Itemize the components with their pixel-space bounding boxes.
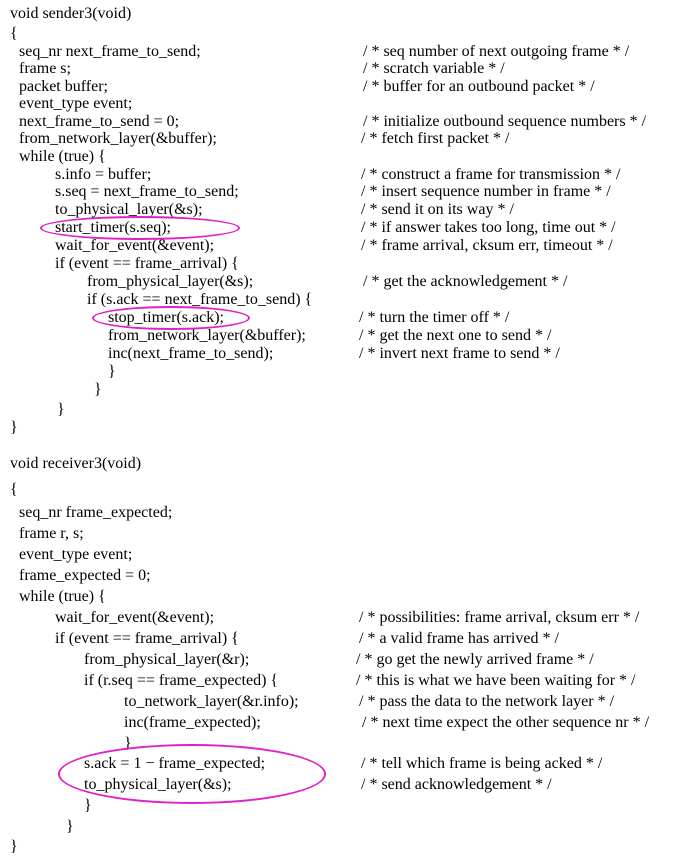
code-comment: / * a valid frame has arrived * / [359, 630, 559, 647]
code-comment: / * if answer takes too long, time out * / [361, 219, 616, 236]
code-line: while (true) { [19, 148, 106, 165]
code-line: if (event == frame_arrival) { [55, 630, 239, 647]
code-line: from_network_layer(&buffer); [108, 327, 306, 344]
code-comment: / * initialize outbound sequence numbers * / [363, 113, 647, 130]
code-line: s.info = buffer; [55, 166, 152, 183]
code-line: inc(frame_expected); [124, 714, 261, 731]
code-comment: / * get the next one to send * / [359, 327, 552, 344]
code-line: { [10, 481, 18, 498]
code-line: event_type event; [19, 546, 133, 563]
code-line: from_network_layer(&buffer); [19, 130, 217, 147]
code-line: inc(next_frame_to_send); [108, 345, 274, 362]
code-line: event_type event; [19, 95, 133, 112]
code-line: to_network_layer(&r.info); [124, 693, 299, 710]
code-line: s.seq = next_frame_to_send; [55, 183, 239, 200]
code-line: frame_expected = 0; [19, 567, 151, 584]
code-line: packet buffer; [19, 78, 108, 95]
code-comment: / * get the acknowledgement * / [363, 273, 568, 290]
code-comment: / * buffer for an outbound packet * / [363, 78, 595, 95]
code-line: } [66, 818, 74, 835]
code-line: } [84, 797, 92, 814]
code-line: } [124, 735, 132, 752]
code-comment: / * fetch first packet * / [361, 130, 510, 147]
code-line: } [10, 419, 18, 436]
code-line: start_timer(s.seq); [55, 219, 171, 236]
code-comment: / * frame arrival, cksum err, timeout * / [361, 237, 613, 254]
code-line: void sender3(void) [10, 5, 132, 22]
code-line: if (s.ack == next_frame_to_send) { [87, 291, 313, 308]
code-comment: / * construct a frame for transmission * / [361, 166, 621, 183]
code-comment: / * this is what we have been waiting for * / [356, 672, 636, 689]
code-comment: / * possibilities: frame arrival, cksum err * / [359, 609, 640, 626]
code-comment: / * invert next frame to send * / [359, 345, 560, 362]
code-comment: / * turn the timer off * / [359, 309, 510, 326]
code-line: seq_nr next_frame_to_send; [19, 43, 201, 60]
code-comment: / * insert sequence number in frame * / [361, 183, 611, 200]
code-line: wait_for_event(&event); [55, 237, 215, 254]
code-comment: / * go get the newly arrived frame * / [356, 651, 594, 668]
code-line: frame r, s; [19, 525, 84, 542]
code-line: { [10, 25, 18, 42]
code-line: wait_for_event(&event); [55, 609, 215, 626]
code-comment: / * pass the data to the network layer * / [359, 693, 615, 710]
code-line: from_physical_layer(&s); [87, 273, 254, 290]
code-line: frame s; [19, 60, 71, 77]
code-comment: / * seq number of next outgoing frame * / [363, 43, 630, 60]
code-line: stop_timer(s.ack); [108, 309, 224, 326]
code-line: } [10, 838, 18, 855]
code-line: } [108, 363, 116, 380]
code-comment: / * send acknowledgement * / [361, 776, 552, 793]
code-comment: / * tell which frame is being acked * / [361, 755, 603, 772]
code-comment: / * next time expect the other sequence nr * / [362, 714, 650, 731]
code-line: } [57, 401, 65, 418]
code-line: while (true) { [19, 588, 106, 605]
code-line: s.ack = 1 − frame_expected; [84, 755, 266, 772]
code-line: to_physical_layer(&s); [84, 776, 232, 793]
code-line: } [94, 381, 102, 398]
code-line: void receiver3(void) [10, 455, 142, 472]
code-line: next_frame_to_send = 0; [19, 113, 180, 130]
code-comment: / * send it on its way * / [361, 201, 514, 218]
code-line: to_physical_layer(&s); [55, 201, 203, 218]
code-line: seq_nr frame_expected; [19, 504, 173, 521]
code-line: if (r.seq == frame_expected) { [84, 672, 279, 689]
code-line: if (event == frame_arrival) { [55, 255, 239, 272]
code-comment: / * scratch variable * / [363, 60, 505, 77]
highlight-ellipse [58, 744, 326, 804]
code-line: from_physical_layer(&r); [84, 651, 250, 668]
